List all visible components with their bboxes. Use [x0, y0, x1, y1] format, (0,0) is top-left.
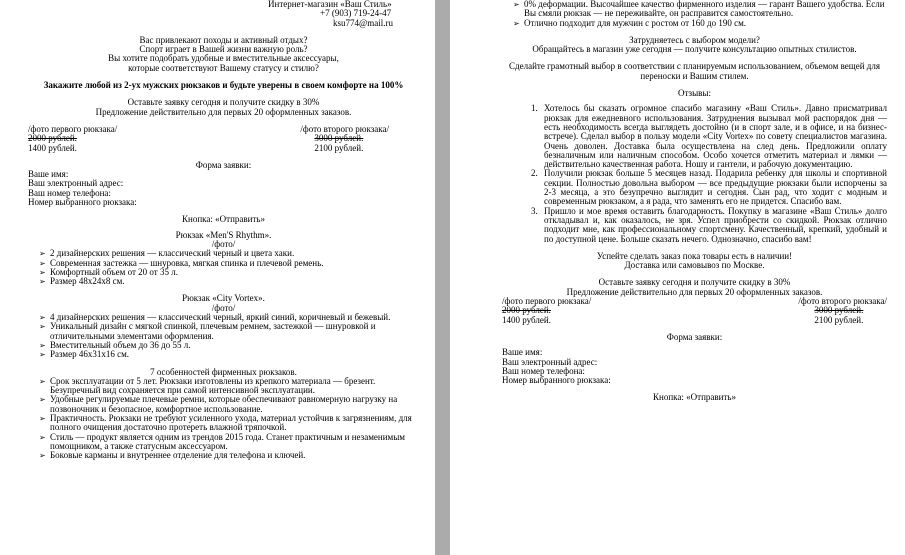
new-price: 1400 рублей.	[28, 142, 77, 153]
list-item: ➢ Удобные регулируемые плечевые ремни, которые обеспечивают равномерную нагрузку на позвоночник и безопасное, комфортное использование.	[50, 395, 419, 414]
store-name: Интернет-магазин «Ваш Стиль»	[268, 0, 392, 9]
reviews-title: Отзывы:	[678, 88, 711, 99]
store-phone: +7 (903) 719-24-47	[320, 8, 392, 19]
photo-placeholder: /фото первого рюкзака/	[502, 296, 592, 307]
photo-placeholder: /фото первого рюкзака/	[28, 123, 118, 134]
list-item: ➢ Размер 48х24х8 см.	[50, 277, 419, 286]
form-field-phone: Ваш номер телефона:	[502, 365, 585, 376]
price-left	[502, 297, 591, 325]
review-item: 3. Пришло и мое время оставить благодарность. Покупку в магазине «Ваш Стиль» долго откладывал и, как оказалось, не зря. Успел приобрести со скидкой. Рюкзак отлично подходит мне, как профессиональному спортсмену. Качественный, крепкий, удобный и по доступной цене. Больше сказать нечего. Однозначно, спасибо вам!	[540, 207, 887, 244]
intro-line: которые соответствуют Вашему статусу и стилю?	[128, 62, 319, 73]
submit-button-text: Кнопка: «Отправить»	[182, 214, 265, 225]
price-block	[28, 125, 419, 153]
intro-line: Вы хотите подобрать удобные и вместительные аксессуары,	[108, 53, 339, 64]
list-item: ➢ 4 дизайнерских решения — классический черный, яркий синий, коричневый и бежевый.	[50, 313, 419, 322]
document-page-2	[450, 0, 905, 555]
review-item: 2. Получили рюкзак больше 5 месяцев назад. Подарила ребенку для школы и спортивной секции. Полностью довольна выбором — все предыдущие рюкзаки были испорчены за 2-3 месяца, а это безупречно выглядит и сегодня. Сын рад, что ходит с модным и современным рюкзаком, а я рада, что заменять его не придется. Спасибо вам.	[540, 169, 887, 206]
doubt-line: Затрудняетесь с выбором модели?	[629, 34, 760, 45]
old-price: 3000 рублей.	[814, 305, 864, 316]
form-field-backpack: Номер выбранного рюкзака:	[28, 197, 137, 208]
offer-line: Оставьте заявку сегодня и получите скидку в 30%	[598, 277, 791, 288]
new-price: 2100 рублей.	[314, 142, 364, 153]
old-price: 2000 рублей.	[28, 133, 77, 144]
intro-line: Вас привлекают походы и активный отдых?	[139, 34, 308, 45]
headline: Закажите любой из 2-ух мужских рюкзаков и будьте уверены в своем комфорте на 100%	[43, 80, 404, 91]
form-field-name: Ваше имя:	[28, 169, 69, 180]
doubt-line: Обращайтесь в магазин уже сегодня — получите консультацию опытных стилистов.	[532, 44, 857, 55]
photo-placeholder: /фото/	[211, 238, 236, 249]
photo-placeholder: /фото второго рюкзака/	[300, 123, 389, 134]
product-features-list	[28, 249, 419, 286]
price-block	[502, 297, 887, 325]
photo-placeholder: /фото второго рюкзака/	[798, 296, 887, 307]
document-page-1	[0, 0, 435, 555]
form-field-name: Ваше имя:	[502, 347, 543, 358]
product-title: Рюкзак «Men'S Rhythm».	[175, 229, 272, 240]
list-item: ➢ 2 дизайнерских решения — классический черный и цвета хаки.	[50, 249, 419, 258]
offer-line: Предложение действительно для первых 20 оформленных заказов.	[95, 106, 352, 117]
submit-button-text: Кнопка: «Отправить»	[653, 392, 736, 403]
features-list	[28, 377, 419, 461]
form-field-phone: Ваш номер телефона:	[28, 187, 111, 198]
choice-text: Сделайте грамотный выбор в соответствии с планируемым использованием, объемом вещей для переноски и Вашим стилем.	[509, 61, 880, 81]
form-title: Форма заявки:	[666, 331, 723, 342]
list-item: ➢ Срок эксплуатации от 5 лет. Рюкзаки изготовлены из крепкого материала — брезент. Безупречный вид сохраняется при самой интенсивной эксплуатации.	[50, 377, 419, 396]
list-item: ➢ Современная застежка — шнуровка, мягкая спинка и плечевой ремень.	[50, 259, 419, 268]
price-right	[798, 297, 887, 325]
new-price: 1400 рублей.	[502, 314, 551, 325]
form-field-backpack: Номер выбранного рюкзака:	[502, 375, 611, 386]
list-item: ➢ Практичность. Рюкзаки не требуют усиленного ухода, материал устойчив к загрязнениям, для полного очищения достаточно протереть влажной тряпочкой.	[50, 414, 419, 433]
form-title: Форма заявки:	[195, 159, 252, 170]
intro-line: Спорт играет в Вашей жизни важную роль?	[139, 44, 308, 55]
form-field-email: Ваш электронный адрес:	[28, 178, 124, 189]
store-email: ksu774@mail.ru	[333, 17, 394, 28]
list-item: ➢ Размер 46х31х16 см.	[50, 350, 419, 359]
offer-line: Предложение действительно для первых 20 оформленных заказов.	[566, 286, 823, 297]
old-price: 2000 рублей.	[502, 305, 551, 316]
photo-placeholder: /фото/	[211, 302, 236, 313]
list-item: ➢ Стиль — продукт является одним из трендов 2015 года. Станет практичным и незаменимым помощником, а также статусным аксессуаром.	[50, 433, 419, 452]
intro-questions	[28, 36, 419, 73]
list-item: ➢ 0% деформации. Высочайшее качество фирменного изделия — гарант Вашего удобства. Если Вы смяли рюкзак — не переживайте, он расправится самостоятельно.	[524, 0, 887, 19]
list-item: ➢ Вместительный объем до 36 до 55 л.	[50, 341, 419, 350]
reviews-list	[502, 104, 887, 243]
list-item: ➢ Отлично подходит для мужчин с ростом от 160 до 190 см.	[524, 19, 887, 28]
product-title: Рюкзак «City Vortex».	[182, 293, 265, 304]
list-item: ➢ Комфортный объем от 20 от 35 л.	[50, 268, 419, 277]
list-item: ➢ Уникальный дизайн с мягкой спинкой, плечевым ремнем, застежкой — шнуровкой и отличительными элементами оформления.	[50, 322, 419, 341]
store-header	[28, 0, 419, 28]
features-list-continued	[502, 0, 887, 28]
new-price: 2100 рублей.	[814, 314, 864, 325]
hurry-line: Доставка или самовывоз по Москве.	[624, 260, 765, 271]
offer-line: Оставьте заявку сегодня и получите скидку в 30%	[127, 97, 320, 108]
old-price: 3000 рублей.	[314, 133, 364, 144]
hurry-line: Успейте сделать заказ пока товары есть в наличии!	[596, 250, 793, 261]
features-title: 7 особенностей фирменных рюкзаков.	[150, 366, 297, 377]
form-field-email: Ваш электронный адрес:	[502, 356, 598, 367]
list-item: ➢ Боковые карманы и внутреннее отделение для телефона и ключей.	[50, 451, 419, 460]
product-features-list	[28, 313, 419, 359]
price-left	[28, 125, 117, 153]
price-right	[300, 125, 389, 153]
review-item: 1. Хотелось бы сказать огромное спасибо магазину «Ваш Стиль». Давно присматривал рюкзак для ежедневного использования. Затруднения вызывал мой распорядок дня — есть необходимость всегда выглядеть достойно (и в спорт зале, и в офисе, и на бизнес-встрече). Сделал выбор в пользу модели «City Vortex» по совету специалистов магазина. Очень доволен. Доставка была осуществлена на след день. Предложили оплату безналичным или наличным способом. Особо хочется отметить материал и лямки — действительно качественная работа. Ношу и гантели, и рабочую документацию.	[540, 104, 887, 169]
